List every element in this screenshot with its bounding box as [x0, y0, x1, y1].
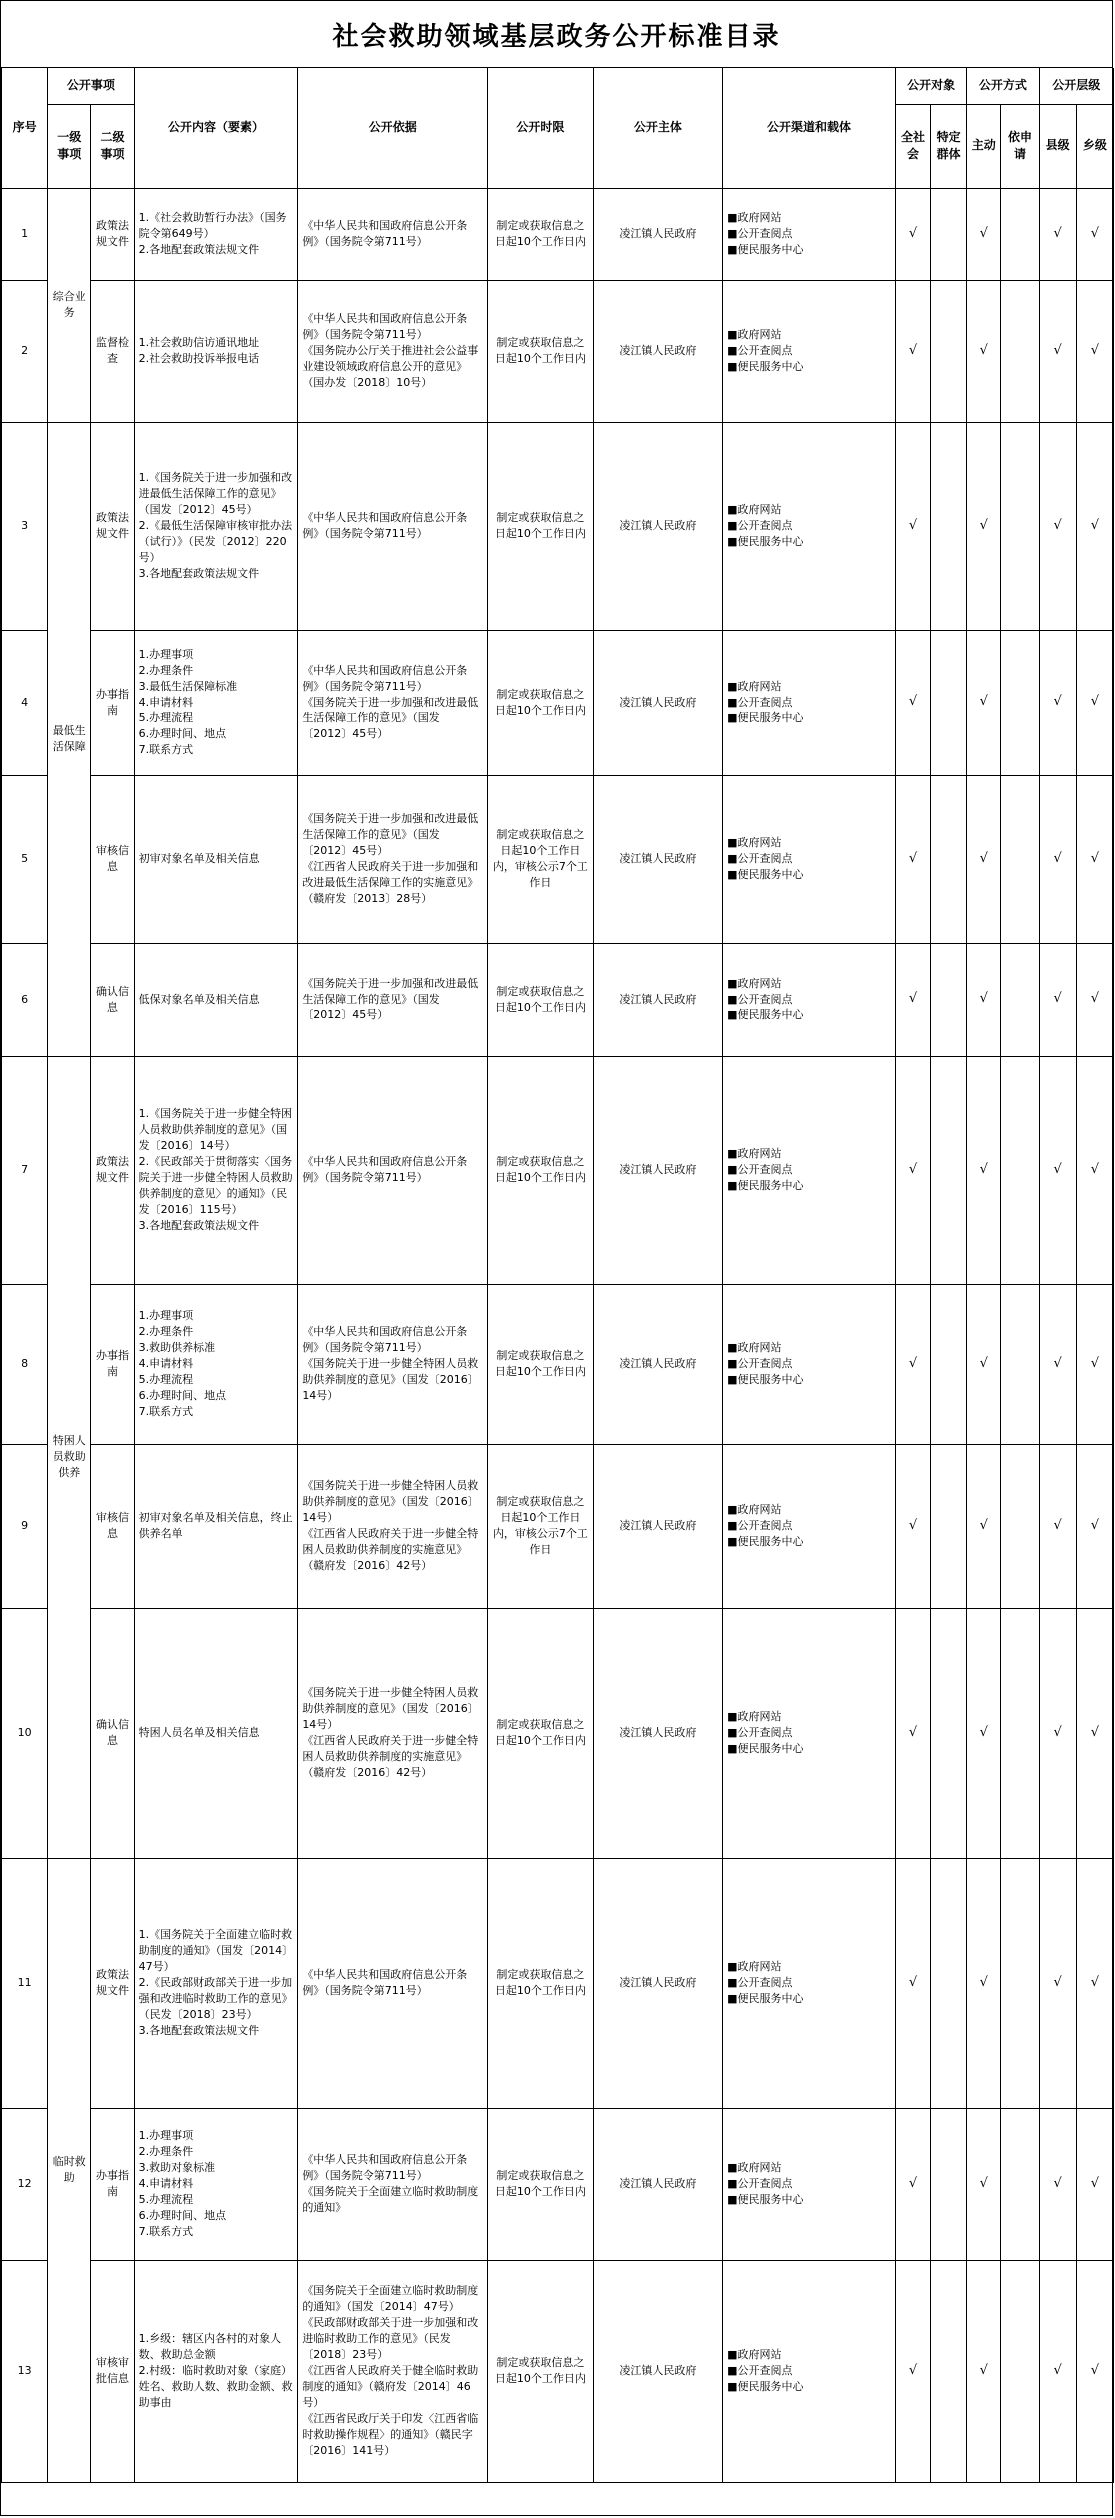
row-seq: 13	[2, 2260, 48, 2482]
title-bar	[1, 1, 1112, 68]
subject-cell: 凌江镇人民政府	[593, 1608, 723, 1858]
method-active-cell: √	[967, 2108, 1001, 2260]
level-town-cell: √	[1076, 775, 1113, 943]
method-apply-cell	[1001, 1056, 1039, 1284]
channel-cell: ■政府网站 ■公开查阅点 ■便民服务中心	[723, 1444, 896, 1608]
channel-cell: ■政府网站 ■公开查阅点 ■便民服务中心	[723, 943, 896, 1056]
header-channel: 公开渠道和载体	[723, 68, 896, 188]
table-header	[2, 68, 1114, 188]
level-county-cell: √	[1039, 630, 1076, 775]
target-specific-cell	[931, 943, 967, 1056]
row-seq: 9	[2, 1444, 48, 1608]
level-town-cell: √	[1076, 1056, 1113, 1284]
level1-item: 特困人员救助供养	[48, 1056, 91, 1858]
subject-cell: 凌江镇人民政府	[593, 2260, 723, 2482]
document-title: 社会救助领域基层政务公开标准目录	[332, 21, 781, 52]
basis-cell: 《中华人民共和国政府信息公开条例》（国务院令第711号） 《国务院关于进一步加强和改进最低生活保障工作的意见》（国发〔2012〕45号）	[298, 630, 488, 775]
level-county-cell: √	[1039, 1608, 1076, 1858]
level2-item: 审核审批信息	[91, 2260, 134, 2482]
header-items-group: 公开事项	[48, 68, 134, 104]
level-town-cell: √	[1076, 280, 1113, 422]
subject-cell: 凌江镇人民政府	[593, 188, 723, 280]
subject-cell: 凌江镇人民政府	[593, 1284, 723, 1444]
level2-item: 办事指南	[91, 1284, 134, 1444]
level-town-cell: √	[1076, 943, 1113, 1056]
time-limit-cell: 制定或获取信息之日起10个工作日内	[488, 1284, 593, 1444]
method-apply-cell	[1001, 188, 1039, 280]
subject-cell: 凌江镇人民政府	[593, 1858, 723, 2108]
level2-item: 确认信息	[91, 943, 134, 1056]
channel-cell: ■政府网站 ■公开查阅点 ■便民服务中心	[723, 2260, 896, 2482]
basis-cell: 《中华人民共和国政府信息公开条例》（国务院令第711号）	[298, 422, 488, 630]
target-specific-cell	[931, 2108, 967, 2260]
header-method-active: 主动	[967, 104, 1001, 188]
level1-item: 最低生活保障	[48, 422, 91, 1056]
level2-item: 监督检查	[91, 280, 134, 422]
subject-cell: 凌江镇人民政府	[593, 2108, 723, 2260]
level2-item: 政策法规文件	[91, 422, 134, 630]
level2-item: 办事指南	[91, 630, 134, 775]
target-specific-cell	[931, 1858, 967, 2108]
level-county-cell: √	[1039, 280, 1076, 422]
subject-cell: 凌江镇人民政府	[593, 775, 723, 943]
header-level-group: 公开层级	[1039, 68, 1113, 104]
header-level-county: 县级	[1039, 104, 1076, 188]
level-town-cell: √	[1076, 1284, 1113, 1444]
table-row	[2, 1608, 1114, 1858]
level1-item: 临时救助	[48, 1858, 91, 2482]
table-row	[2, 2260, 1114, 2482]
table-row	[2, 1056, 1114, 1284]
level-town-cell: √	[1076, 2260, 1113, 2482]
target-specific-cell	[931, 188, 967, 280]
level2-item: 政策法规文件	[91, 1858, 134, 2108]
method-active-cell: √	[967, 775, 1001, 943]
content-cell: 1.办理事项 2.办理条件 3.救助对象标准 4.申请材料 5.办理流程 6.办理时间、地点 7.联系方式	[134, 2108, 298, 2260]
header-level1: 一级事项	[48, 104, 91, 188]
method-apply-cell	[1001, 2108, 1039, 2260]
content-cell: 1.乡级：辖区内各村的对象人数、救助总金额 2.村级：临时救助对象（家庭）姓名、救助人数、救助金额、救助事由	[134, 2260, 298, 2482]
method-apply-cell	[1001, 1284, 1039, 1444]
subject-cell: 凌江镇人民政府	[593, 943, 723, 1056]
subject-cell: 凌江镇人民政府	[593, 1056, 723, 1284]
basis-cell: 《国务院关于进一步加强和改进最低生活保障工作的意见》（国发〔2012〕45号）	[298, 943, 488, 1056]
subject-cell: 凌江镇人民政府	[593, 280, 723, 422]
subject-cell: 凌江镇人民政府	[593, 1444, 723, 1608]
row-seq: 4	[2, 630, 48, 775]
content-cell: 1.《社会救助暂行办法》（国务院令第649号） 2.各地配套政策法规文件	[134, 188, 298, 280]
time-limit-cell: 制定或获取信息之日起10个工作日内	[488, 1608, 593, 1858]
target-specific-cell	[931, 775, 967, 943]
header-basis: 公开依据	[298, 68, 488, 188]
channel-cell: ■政府网站 ■公开查阅点 ■便民服务中心	[723, 630, 896, 775]
row-seq: 8	[2, 1284, 48, 1444]
table-row	[2, 1444, 1114, 1608]
target-specific-cell	[931, 630, 967, 775]
time-limit-cell: 制定或获取信息之日起10个工作日内，审核公示7个工作日	[488, 775, 593, 943]
row-seq: 1	[2, 188, 48, 280]
subject-cell: 凌江镇人民政府	[593, 422, 723, 630]
subject-cell: 凌江镇人民政府	[593, 630, 723, 775]
header-seq: 序号	[2, 68, 48, 188]
time-limit-cell: 制定或获取信息之日起10个工作日内	[488, 2260, 593, 2482]
level-county-cell: √	[1039, 2260, 1076, 2482]
row-seq: 5	[2, 775, 48, 943]
content-cell: 1.《国务院关于进一步加强和改进最低生活保障工作的意见》（国发〔2012〕45号） 2.《最低生活保障审核审批办法（试行）》（民发〔2012〕220号） 3.各地配套政策法规文件	[134, 422, 298, 630]
method-apply-cell	[1001, 280, 1039, 422]
method-active-cell: √	[967, 1444, 1001, 1608]
channel-cell: ■政府网站 ■公开查阅点 ■便民服务中心	[723, 775, 896, 943]
method-apply-cell	[1001, 422, 1039, 630]
level2-item: 政策法规文件	[91, 188, 134, 280]
level-town-cell: √	[1076, 1444, 1113, 1608]
method-active-cell: √	[967, 1056, 1001, 1284]
channel-cell: ■政府网站 ■公开查阅点 ■便民服务中心	[723, 1608, 896, 1858]
table-row	[2, 775, 1114, 943]
target-specific-cell	[931, 1056, 967, 1284]
basis-cell: 《中华人民共和国政府信息公开条例》（国务院令第711号）	[298, 188, 488, 280]
method-apply-cell	[1001, 1444, 1039, 1608]
row-seq: 10	[2, 1608, 48, 1858]
target-all-cell: √	[895, 943, 930, 1056]
time-limit-cell: 制定或获取信息之日起10个工作日内	[488, 188, 593, 280]
time-limit-cell: 制定或获取信息之日起10个工作日内	[488, 630, 593, 775]
table-row	[2, 280, 1114, 422]
table-row	[2, 422, 1114, 630]
header-content: 公开内容（要素）	[134, 68, 298, 188]
target-specific-cell	[931, 422, 967, 630]
table-row	[2, 188, 1114, 280]
row-seq: 6	[2, 943, 48, 1056]
content-cell: 1.《国务院关于全面建立临时救助制度的通知》（国发〔2014〕47号） 2.《民政部财政部关于进一步加强和改进临时救助工作的意见》（民发〔2018〕23号） 3.各地配套政策法规文件	[134, 1858, 298, 2108]
header-time-limit: 公开时限	[488, 68, 593, 188]
table-row	[2, 1284, 1114, 1444]
level-county-cell: √	[1039, 422, 1076, 630]
level2-item: 政策法规文件	[91, 1056, 134, 1284]
table-row	[2, 2108, 1114, 2260]
row-seq: 11	[2, 1858, 48, 2108]
method-active-cell: √	[967, 280, 1001, 422]
method-apply-cell	[1001, 1608, 1039, 1858]
level-town-cell: √	[1076, 630, 1113, 775]
content-cell: 特困人员名单及相关信息	[134, 1608, 298, 1858]
time-limit-cell: 制定或获取信息之日起10个工作日内	[488, 943, 593, 1056]
row-seq: 2	[2, 280, 48, 422]
method-active-cell: √	[967, 1858, 1001, 2108]
table-row	[2, 943, 1114, 1056]
time-limit-cell: 制定或获取信息之日起10个工作日内	[488, 280, 593, 422]
content-cell: 1.社会救助信访通讯地址 2.社会救助投诉举报电话	[134, 280, 298, 422]
content-cell: 1.办理事项 2.办理条件 3.救助供养标准 4.申请材料 5.办理流程 6.办理时间、地点 7.联系方式	[134, 1284, 298, 1444]
header-method-group: 公开方式	[967, 68, 1039, 104]
method-active-cell: √	[967, 1284, 1001, 1444]
target-all-cell: √	[895, 1056, 930, 1284]
target-all-cell: √	[895, 630, 930, 775]
level-town-cell: √	[1076, 1858, 1113, 2108]
level2-item: 办事指南	[91, 2108, 134, 2260]
channel-cell: ■政府网站 ■公开查阅点 ■便民服务中心	[723, 422, 896, 630]
header-method-apply: 依申请	[1001, 104, 1039, 188]
basis-cell: 《国务院关于进一步健全特困人员救助供养制度的意见》（国发〔2016〕14号） 《江西省人民政府关于进一步健全特困人员救助供养制度的实施意见》（赣府发〔2016〕42号）	[298, 1444, 488, 1608]
header-target-specific: 特定群体	[931, 104, 967, 188]
target-all-cell: √	[895, 280, 930, 422]
channel-cell: ■政府网站 ■公开查阅点 ■便民服务中心	[723, 188, 896, 280]
method-apply-cell	[1001, 775, 1039, 943]
time-limit-cell: 制定或获取信息之日起10个工作日内	[488, 1858, 593, 2108]
table-row	[2, 630, 1114, 775]
row-seq: 3	[2, 422, 48, 630]
target-all-cell: √	[895, 2260, 930, 2482]
target-all-cell: √	[895, 2108, 930, 2260]
basis-cell: 《中华人民共和国政府信息公开条例》（国务院令第711号）	[298, 1858, 488, 2108]
level1-item: 综合业务	[48, 188, 91, 422]
target-all-cell: √	[895, 422, 930, 630]
basis-cell: 《中华人民共和国政府信息公开条例》（国务院令第711号） 《国务院关于全面建立临时救助制度的通知》	[298, 2108, 488, 2260]
method-active-cell: √	[967, 422, 1001, 630]
basis-cell: 《中华人民共和国政府信息公开条例》（国务院令第711号） 《国务院关于进一步健全特困人员救助供养制度的意见》（国发〔2016〕14号）	[298, 1284, 488, 1444]
method-active-cell: √	[967, 1608, 1001, 1858]
target-all-cell: √	[895, 1444, 930, 1608]
level-town-cell: √	[1076, 188, 1113, 280]
catalog-table	[1, 68, 1114, 2483]
channel-cell: ■政府网站 ■公开查阅点 ■便民服务中心	[723, 1858, 896, 2108]
level-county-cell: √	[1039, 1284, 1076, 1444]
basis-cell: 《国务院关于进一步加强和改进最低生活保障工作的意见》（国发〔2012〕45号） 《江西省人民政府关于进一步加强和改进最低生活保障工作的实施意见》（赣府发〔2013〕28号）	[298, 775, 488, 943]
target-specific-cell	[931, 1284, 967, 1444]
method-apply-cell	[1001, 1858, 1039, 2108]
method-active-cell: √	[967, 943, 1001, 1056]
header-target-all: 全社会	[895, 104, 930, 188]
target-all-cell: √	[895, 775, 930, 943]
channel-cell: ■政府网站 ■公开查阅点 ■便民服务中心	[723, 1056, 896, 1284]
target-specific-cell	[931, 280, 967, 422]
level-county-cell: √	[1039, 2108, 1076, 2260]
time-limit-cell: 制定或获取信息之日起10个工作日内	[488, 1056, 593, 1284]
target-all-cell: √	[895, 1284, 930, 1444]
basis-cell: 《国务院关于进一步健全特困人员救助供养制度的意见》（国发〔2016〕14号） 《江西省人民政府关于进一步健全特困人员救助供养制度的实施意见》（赣府发〔2016〕42号）	[298, 1608, 488, 1858]
content-cell: 初审对象名单及相关信息，终止供养名单	[134, 1444, 298, 1608]
level-county-cell: √	[1039, 188, 1076, 280]
level-county-cell: √	[1039, 775, 1076, 943]
method-active-cell: √	[967, 2260, 1001, 2482]
content-cell: 1.办理事项 2.办理条件 3.最低生活保障标准 4.申请材料 5.办理流程 6.办理时间、地点 7.联系方式	[134, 630, 298, 775]
target-all-cell: √	[895, 1858, 930, 2108]
basis-cell: 《国务院关于全面建立临时救助制度的通知》（国发〔2014〕47号） 《民政部财政部关于进一步加强和改进临时救助工作的意见》（民发〔2018〕23号） 《江西省人民政府关于健全临时救助制度的通知》（赣府发〔2014〕46号） 《江西省民政厅关于印发〈江西省临时救助操作规程〉的通知》（赣民字〔2016〕141号）	[298, 2260, 488, 2482]
level-county-cell: √	[1039, 1056, 1076, 1284]
target-specific-cell	[931, 2260, 967, 2482]
channel-cell: ■政府网站 ■公开查阅点 ■便民服务中心	[723, 2108, 896, 2260]
content-cell: 初审对象名单及相关信息	[134, 775, 298, 943]
level-county-cell: √	[1039, 1858, 1076, 2108]
row-seq: 12	[2, 2108, 48, 2260]
table-row	[2, 1858, 1114, 2108]
header-level-town: 乡级	[1076, 104, 1113, 188]
target-specific-cell	[931, 1444, 967, 1608]
basis-cell: 《中华人民共和国政府信息公开条例》（国务院令第711号）	[298, 1056, 488, 1284]
time-limit-cell: 制定或获取信息之日起10个工作日内	[488, 2108, 593, 2260]
header-level2: 二级事项	[91, 104, 134, 188]
method-apply-cell	[1001, 630, 1039, 775]
method-apply-cell	[1001, 943, 1039, 1056]
level2-item: 审核信息	[91, 1444, 134, 1608]
time-limit-cell: 制定或获取信息之日起10个工作日内，审核公示7个工作日	[488, 1444, 593, 1608]
content-cell: 低保对象名单及相关信息	[134, 943, 298, 1056]
target-specific-cell	[931, 1608, 967, 1858]
level-town-cell: √	[1076, 422, 1113, 630]
target-all-cell: √	[895, 1608, 930, 1858]
time-limit-cell: 制定或获取信息之日起10个工作日内	[488, 422, 593, 630]
basis-cell: 《中华人民共和国政府信息公开条例》（国务院令第711号） 《国务院办公厅关于推进社会公益事业建设领域政府信息公开的意见》（国办发〔2018〕10号）	[298, 280, 488, 422]
method-active-cell: √	[967, 630, 1001, 775]
level-town-cell: √	[1076, 1608, 1113, 1858]
row-seq: 7	[2, 1056, 48, 1284]
level-town-cell: √	[1076, 2108, 1113, 2260]
method-apply-cell	[1001, 2260, 1039, 2482]
header-subject: 公开主体	[593, 68, 723, 188]
header-target-group: 公开对象	[895, 68, 966, 104]
method-active-cell: √	[967, 188, 1001, 280]
level2-item: 审核信息	[91, 775, 134, 943]
target-all-cell: √	[895, 188, 930, 280]
content-cell: 1.《国务院关于进一步健全特困人员救助供养制度的意见》（国发〔2016〕14号） 2.《民政部关于贯彻落实〈国务院关于进一步健全特困人员救助供养制度的意见〉的通知》（民发〔2016〕115号） 3.各地配套政策法规文件	[134, 1056, 298, 1284]
level-county-cell: √	[1039, 1444, 1076, 1608]
level-county-cell: √	[1039, 943, 1076, 1056]
channel-cell: ■政府网站 ■公开查阅点 ■便民服务中心	[723, 1284, 896, 1444]
level2-item: 确认信息	[91, 1608, 134, 1858]
table-body	[2, 188, 1114, 2482]
channel-cell: ■政府网站 ■公开查阅点 ■便民服务中心	[723, 280, 896, 422]
